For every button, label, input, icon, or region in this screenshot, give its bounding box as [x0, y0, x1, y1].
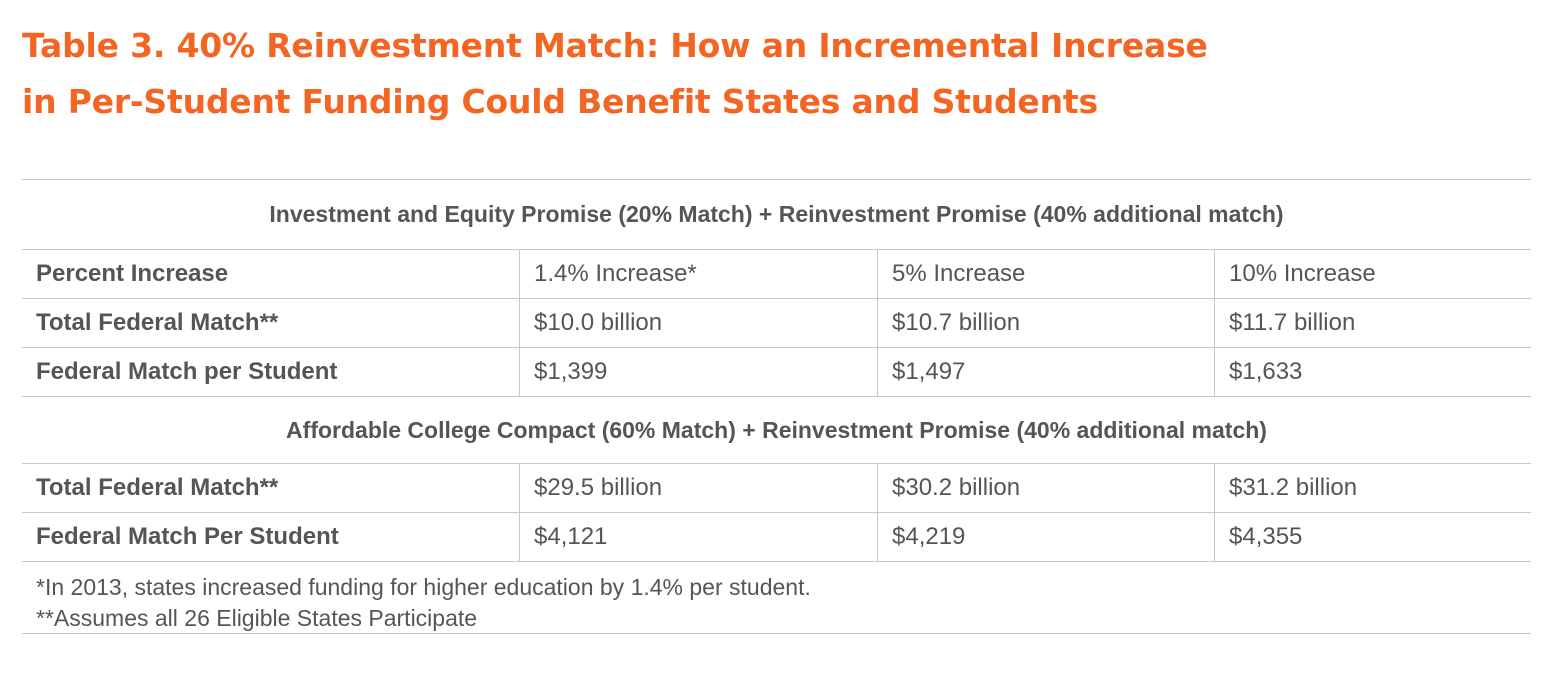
table-cell: $30.2 billion: [878, 464, 1215, 512]
table-title-line-1: Table 3. 40% Reinvestment Match: How an Incremental Increase: [22, 26, 1208, 65]
table-cell: $4,121: [520, 513, 878, 561]
table-cell: $11.7 billion: [1229, 309, 1356, 336]
table-cell: 5% Increase: [878, 250, 1215, 298]
table-row: [22, 348, 1531, 397]
table-title: [22, 18, 1222, 130]
row-label: Federal Match Per Student: [22, 513, 520, 561]
table-cell: 1.4% Increase*: [520, 250, 878, 298]
table-cell: $29.5 billion: [520, 464, 878, 512]
table-cell: $4,219: [878, 513, 1215, 561]
footnotes: [22, 562, 1531, 634]
table-cell: $1,633: [1229, 358, 1303, 385]
section-1-heading: Investment and Equity Promise (20% Match) + Reinvestment Promise (40% additional match): [22, 180, 1531, 250]
table-cell: $10.7 billion: [878, 299, 1215, 347]
table-row: [22, 513, 1531, 562]
row-label: Federal Match per Student: [22, 348, 520, 396]
table-cell: $10.0 billion: [520, 299, 878, 347]
table-row: [22, 464, 1531, 513]
table-title-line-2: in Per-Student Funding Could Benefit States and Students: [22, 82, 1098, 121]
table-cell: $4,355: [1229, 523, 1303, 550]
row-label: Total Federal Match**: [22, 299, 520, 347]
data-table: [22, 179, 1531, 634]
footnote: *In 2013, states increased funding for higher education by 1.4% per student.: [36, 574, 811, 600]
table-row: [22, 250, 1531, 299]
table-cell: $1,399: [520, 348, 878, 396]
table-cell: $1,497: [878, 348, 1215, 396]
table-cell: 10% Increase: [1229, 260, 1376, 287]
table-cell: $31.2 billion: [1229, 474, 1358, 501]
table-row: [22, 299, 1531, 348]
row-label: Percent Increase: [22, 250, 520, 298]
section-2-heading: Affordable College Compact (60% Match) + Reinvestment Promise (40% additional match): [22, 397, 1531, 464]
row-label: Total Federal Match**: [22, 464, 520, 512]
footnote: **Assumes all 26 Eligible States Participate: [36, 605, 478, 631]
